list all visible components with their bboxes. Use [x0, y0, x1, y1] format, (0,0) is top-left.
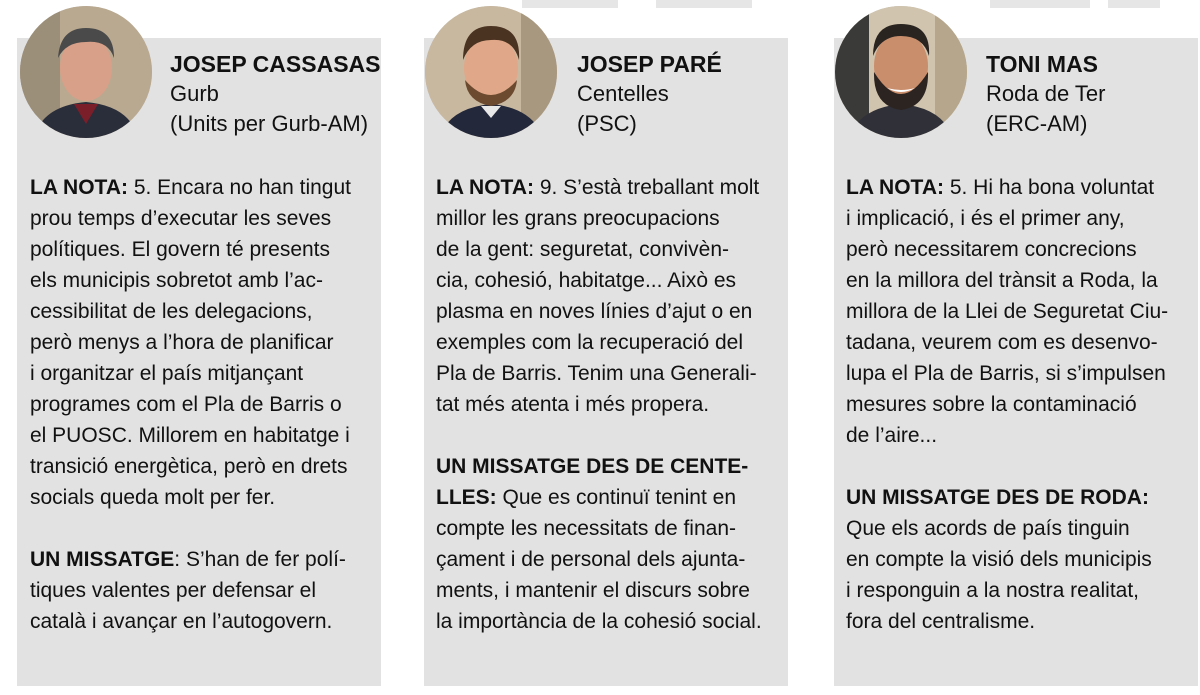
grade-paragraph [30, 172, 370, 513]
text-line: transició energètica, però en drets [30, 455, 348, 478]
card-body [30, 172, 370, 668]
text-line: millora de la Llei de Seguretat Ciu- [846, 300, 1169, 323]
message-paragraph [846, 482, 1186, 637]
text-line: çament i de personal dels ajunta- [436, 548, 746, 571]
text-line: polítiques. El govern té presents [30, 238, 331, 261]
message-label: UN MISSATGE [30, 548, 175, 571]
person-party: (ERC-AM) [986, 111, 1088, 136]
text-line: Pla de Barris. Tenim una Generali- [436, 362, 757, 385]
person-town: Roda de Ter [986, 81, 1106, 106]
text-line: cia, cohesió, habitatge... Això es [436, 269, 737, 292]
text-line: Que els acords de país tinguin [846, 517, 1130, 540]
person-party: (Units per Gurb-AM) [170, 111, 369, 136]
portrait-photo [20, 6, 152, 138]
person-info [577, 49, 722, 139]
text-line: però necessitarem concrecions [846, 238, 1137, 261]
portrait-photo [425, 6, 557, 138]
text-line: però menys a l’hora de planificar [30, 331, 334, 354]
text-line: compte les necessitats de finan- [436, 517, 736, 540]
text-line: Que es continuï tenint en [496, 486, 736, 509]
person-party: (PSC) [577, 111, 637, 136]
text-line: lupa el Pla de Barris, si s’impulsen [846, 362, 1166, 385]
text-line: 5. Encara no han tingut [127, 176, 351, 199]
text-line: de la gent: seguretat, convivèn- [436, 238, 730, 261]
person-name: JOSEP PARÉ [577, 51, 722, 77]
text-line: plasma en noves línies d’ajut o en [436, 300, 753, 323]
text-line: i responguin a la nostra realitat, [846, 579, 1140, 602]
top-strip [1108, 0, 1160, 8]
top-strip [656, 0, 752, 8]
top-strip [522, 0, 618, 8]
person-info [986, 49, 1105, 139]
text-line: de l’aire... [846, 424, 938, 447]
text-line: prou temps d’executar les seves [30, 207, 332, 230]
person-town: Gurb [170, 81, 219, 106]
grade-paragraph [436, 172, 776, 420]
person-town: Centelles [577, 81, 669, 106]
text-line: programes com el Pla de Barris o [30, 393, 342, 416]
text-line: tadana, veurem com es desenvo- [846, 331, 1158, 354]
top-strip [990, 0, 1090, 8]
message-label: UN MISSATGE DES DE CENTE- [436, 455, 749, 478]
text-line: fora del centralisme. [846, 610, 1036, 633]
grade-label: LA NOTA: [30, 176, 128, 199]
grade-paragraph [846, 172, 1186, 451]
message-label: LLES: [436, 486, 497, 509]
grade-label: LA NOTA: [846, 176, 944, 199]
text-line: socials queda molt per fer. [30, 486, 276, 509]
person-name: TONI MAS [986, 51, 1099, 77]
portrait-photo [835, 6, 967, 138]
text-line: tiques valentes per defensar el [30, 579, 317, 602]
text-line: la importància de la cohesió social. [436, 610, 762, 633]
text-line: tat més atenta i més propera. [436, 393, 710, 416]
text-line: cessibilitat de les delegacions, [30, 300, 313, 323]
text-line: exemples com la recuperació del [436, 331, 743, 354]
text-line: els municipis sobretot amb l’ac- [30, 269, 323, 292]
text-line: mesures sobre la contaminació [846, 393, 1137, 416]
text-line: en la millora del trànsit a Roda, la [846, 269, 1158, 292]
message-paragraph [30, 544, 370, 637]
message-paragraph [436, 451, 776, 637]
person-name: JOSEP CASSASAS [170, 51, 381, 77]
grade-label: LA NOTA: [436, 176, 534, 199]
person-info [170, 49, 380, 139]
text-line: millor les grans preocupacions [436, 207, 720, 230]
text-line: català i avançar en l’autogovern. [30, 610, 333, 633]
text-line: en compte la visió dels municipis [846, 548, 1152, 571]
text-line: : S’han de fer polí- [174, 548, 346, 571]
message-label: UN MISSATGE DES DE RODA: [846, 486, 1149, 509]
card-body [436, 172, 776, 668]
card-body [846, 172, 1186, 668]
text-line: ments, i mantenir el discurs sobre [436, 579, 750, 602]
text-line: 9. S’està treballant molt [533, 176, 760, 199]
text-line: i organitzar el país mitjançant [30, 362, 304, 385]
text-line: 5. Hi ha bona voluntat [943, 176, 1155, 199]
text-line: el PUOSC. Millorem en habitatge i [30, 424, 350, 447]
text-line: i implicació, i és el primer any, [846, 207, 1125, 230]
